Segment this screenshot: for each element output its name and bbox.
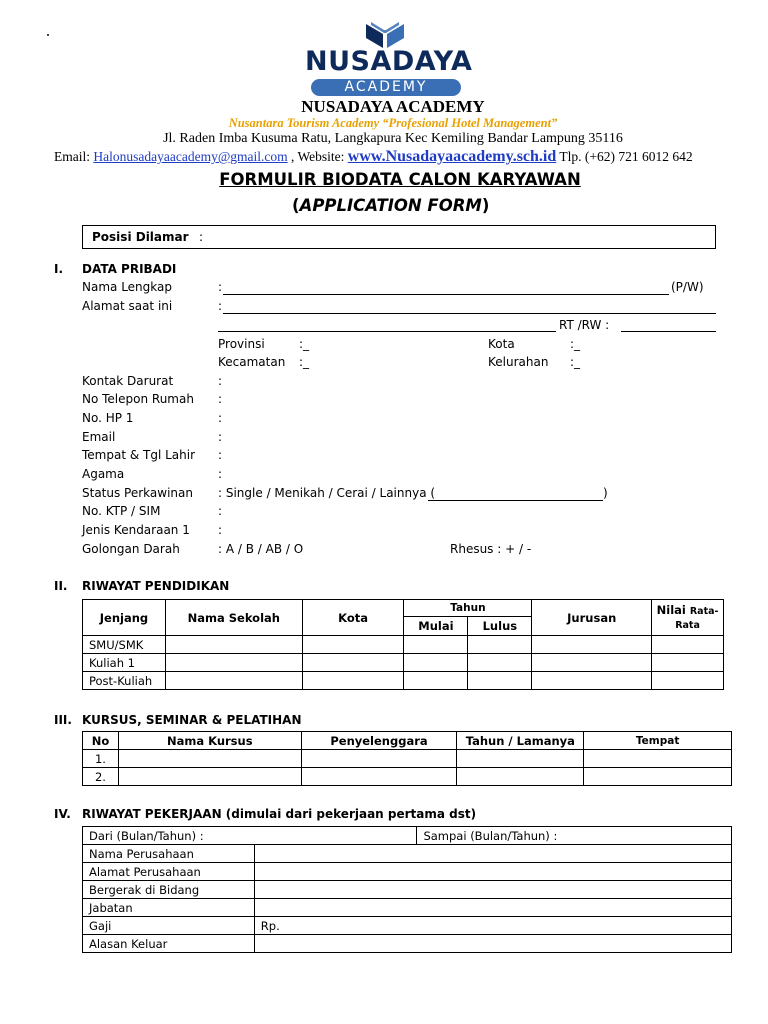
- pw-label: (P/W): [671, 280, 704, 294]
- table-cell[interactable]: [532, 672, 652, 690]
- table-cell[interactable]: [532, 636, 652, 654]
- table-cell[interactable]: [301, 768, 457, 786]
- provinsi-colon[interactable]: :_: [299, 337, 310, 351]
- nama-colon: :: [218, 280, 223, 294]
- table-cell[interactable]: [468, 672, 532, 690]
- field-value[interactable]: :: [218, 523, 223, 537]
- kecamatan-label: Kecamatan: [218, 355, 286, 369]
- rtrw-label: RT /RW :: [559, 318, 610, 332]
- row-number: 2.: [83, 768, 119, 786]
- table-cell[interactable]: [254, 845, 731, 863]
- table-row: [83, 672, 724, 690]
- table-row: [83, 863, 732, 881]
- contact-line: [54, 148, 768, 166]
- website-link[interactable]: www.Nusadayaacademy.sch.id: [347, 148, 557, 165]
- logo-word: NUSADAYA: [305, 46, 473, 77]
- field-value[interactable]: :: [218, 467, 223, 481]
- email-link[interactable]: Halonusadayaacademy@gmail.com: [93, 149, 288, 164]
- table-row: [83, 750, 732, 768]
- table-cell[interactable]: [584, 750, 732, 768]
- table-cell[interactable]: [254, 863, 731, 881]
- address: Jl. Raden Imba Kusuma Ratu, Langkapura Kec Kemiling Bandar Lampung 35116: [163, 131, 623, 146]
- email-label: Email:: [54, 149, 94, 164]
- kelurahan-colon[interactable]: :_: [570, 355, 581, 369]
- header-mulai: Mulai: [404, 617, 468, 636]
- table-cell[interactable]: [302, 654, 404, 672]
- table-row: [83, 935, 732, 953]
- row-label: Alasan Keluar: [83, 935, 255, 953]
- table-cell[interactable]: [468, 636, 532, 654]
- table-cell[interactable]: [254, 881, 731, 899]
- field-label: No. KTP / SIM: [82, 504, 161, 518]
- kota-label: Kota: [488, 337, 515, 351]
- section3-num: III.: [54, 713, 72, 727]
- field-value[interactable]: :: [218, 448, 223, 462]
- table-row: [83, 917, 732, 935]
- form-subtitle-italic: APPLICATION FORM: [299, 196, 482, 215]
- row-label: Post-Kuliah: [83, 672, 166, 690]
- table-cell[interactable]: [302, 636, 404, 654]
- field-value[interactable]: :: [218, 504, 223, 518]
- table-cell[interactable]: [165, 654, 302, 672]
- table-row: [83, 881, 732, 899]
- field-value[interactable]: : A / B / AB / O: [218, 542, 304, 556]
- row-label: Alamat Perusahaan: [83, 863, 255, 881]
- form-subtitle: (APPLICATION FORM): [292, 196, 490, 215]
- table-cell[interactable]: [118, 768, 301, 786]
- row-label: Jabatan: [83, 899, 255, 917]
- gaji-cell[interactable]: Rp.: [254, 917, 731, 935]
- table-cell[interactable]: [404, 672, 468, 690]
- header-nilai: Nilai Rata-Rata: [652, 600, 724, 636]
- row-label: Nama Perusahaan: [83, 845, 255, 863]
- section4-num: IV.: [54, 807, 71, 821]
- field-label: Tempat & Tgl Lahir: [82, 448, 196, 462]
- table-row: [83, 845, 732, 863]
- table-cell[interactable]: [652, 672, 724, 690]
- field-label: Email: [82, 430, 116, 444]
- header-jurusan: Jurusan: [532, 600, 652, 636]
- table-cell[interactable]: [404, 636, 468, 654]
- dot-mark: [47, 34, 49, 36]
- table-cell[interactable]: [457, 750, 584, 768]
- field-value[interactable]: :: [218, 392, 223, 406]
- alamat-input-line-1[interactable]: [223, 313, 716, 314]
- tagline: Nusantara Tourism Academy “Profesional Hotel Management”: [228, 116, 558, 130]
- header-tempat: Tempat: [584, 732, 732, 750]
- table-cell[interactable]: [165, 672, 302, 690]
- header-tahun: Tahun: [404, 600, 532, 617]
- table-cell[interactable]: [652, 654, 724, 672]
- table-cell[interactable]: [457, 768, 584, 786]
- row-label: Gaji: [83, 917, 255, 935]
- form-title: FORMULIR BIODATA CALON KARYAWAN: [219, 170, 581, 189]
- table-cell[interactable]: [584, 768, 732, 786]
- field-value[interactable]: :: [218, 374, 223, 388]
- field-label: Kontak Darurat: [82, 374, 174, 388]
- education-table: [82, 599, 724, 690]
- table-cell[interactable]: [404, 654, 468, 672]
- phone: Tlp. (+62) 721 6012 642: [556, 149, 693, 164]
- header-tahun-lamanya: Tahun / Lamanya: [457, 732, 584, 750]
- status-close: ): [603, 486, 608, 500]
- header-kota: Kota: [302, 600, 404, 636]
- section2-title: RIWAYAT PENDIDIKAN: [82, 579, 230, 593]
- logo-sub: ACADEMY: [311, 79, 461, 96]
- alamat-label: Alamat saat ini: [82, 299, 173, 313]
- field-label: No. HP 1: [82, 411, 134, 425]
- header-no: No: [83, 732, 119, 750]
- table-cell[interactable]: [652, 636, 724, 654]
- row-number: 1.: [83, 750, 119, 768]
- section1-title: DATA PRIBADI: [82, 262, 177, 276]
- header-jenjang: Jenjang: [83, 600, 166, 636]
- dari-cell[interactable]: Dari (Bulan/Tahun) :: [83, 827, 417, 845]
- field-label: Status Perkawinan: [82, 486, 193, 500]
- table-row: [83, 636, 724, 654]
- table-cell[interactable]: [254, 899, 731, 917]
- rhesus[interactable]: Rhesus : + / -: [450, 542, 532, 556]
- provinsi-label: Provinsi: [218, 337, 265, 351]
- kota-colon[interactable]: :_: [570, 337, 581, 351]
- nama-label: Nama Lengkap: [82, 280, 172, 294]
- section4-title: RIWAYAT PEKERJAAN (dimulai dari pekerjaan pertama dst): [82, 807, 477, 821]
- website-label: , Website:: [287, 149, 348, 164]
- table-cell[interactable]: [532, 654, 652, 672]
- rtrw-input-line[interactable]: [621, 331, 716, 332]
- row-label: Bergerak di Bidang: [83, 881, 255, 899]
- section3-title: KURSUS, SEMINAR & PELATIHAN: [82, 713, 302, 727]
- table-cell[interactable]: [254, 935, 731, 953]
- header-sekolah: Nama Sekolah: [165, 600, 302, 636]
- kelurahan-label: Kelurahan: [488, 355, 549, 369]
- nama-input-line[interactable]: [223, 294, 669, 295]
- kecamatan-colon[interactable]: :_: [299, 355, 310, 369]
- table-cell[interactable]: [118, 750, 301, 768]
- table-cell[interactable]: [302, 672, 404, 690]
- course-table: [82, 731, 732, 786]
- field-value[interactable]: :: [218, 430, 223, 444]
- table-cell[interactable]: [468, 654, 532, 672]
- header-nama-kursus: Nama Kursus: [118, 732, 301, 750]
- alamat-colon: :: [218, 299, 223, 313]
- org-name: NUSADAYA ACADEMY: [301, 97, 485, 116]
- field-value[interactable]: :: [218, 411, 223, 425]
- work-table: [82, 826, 732, 953]
- section1-num: I.: [54, 262, 64, 276]
- field-label: No Telepon Rumah: [82, 392, 194, 406]
- alamat-input-line-2[interactable]: [218, 331, 556, 332]
- header-lulus: Lulus: [468, 617, 532, 636]
- posisi-colon: :: [199, 230, 204, 244]
- sampai-cell[interactable]: Sampai (Bulan/Tahun) :: [417, 827, 732, 845]
- header-penyelenggara: Penyelenggara: [301, 732, 457, 750]
- table-row: [83, 899, 732, 917]
- status-other-line[interactable]: [428, 500, 603, 501]
- row-label: SMU/SMK: [83, 636, 166, 654]
- table-cell[interactable]: [301, 750, 457, 768]
- posisi-box[interactable]: [82, 225, 716, 249]
- table-cell[interactable]: [165, 636, 302, 654]
- table-row: [83, 654, 724, 672]
- field-label: Agama: [82, 467, 125, 481]
- posisi-label: Posisi Dilamar: [92, 230, 189, 244]
- section2-num: II.: [54, 579, 68, 593]
- table-row: [83, 768, 732, 786]
- field-value[interactable]: : Single / Menikah / Cerai / Lainnya (: [218, 486, 436, 500]
- logo: [305, 20, 473, 98]
- field-label: Golongan Darah: [82, 542, 180, 556]
- field-label: Jenis Kendaraan 1: [82, 523, 190, 537]
- row-label: Kuliah 1: [83, 654, 166, 672]
